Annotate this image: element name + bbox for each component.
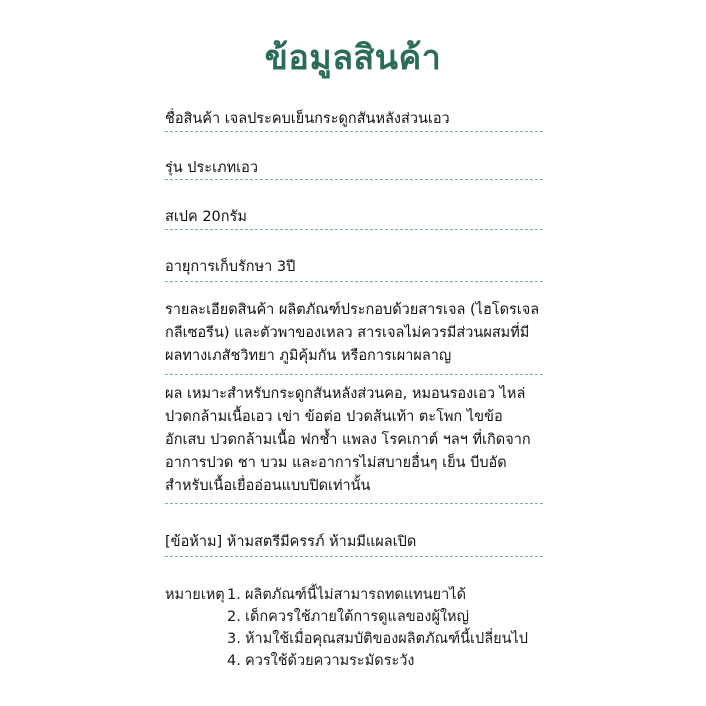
note-number: 4. xyxy=(227,653,241,669)
product-details: รายละเอียดสินค้า ผลิตภัณฑ์ประกอบด้วยสารเจล (ไฮโดรเจล กลีเซอรีน) และตัวพาของเหลว สารเจลไม่ควรมีส่วนผสมที่มีผลทางเภสัชวิทยา ภูมิคุ้มกัน หรือการเผาผลาญ xyxy=(165,302,540,364)
note-number: 2. xyxy=(227,609,241,625)
product-model: รุ่น ประเภทเอว xyxy=(165,160,258,176)
divider xyxy=(165,374,543,375)
note-item xyxy=(165,650,565,672)
note-text: ควรใช้ด้วยความระมัดระวัง xyxy=(245,653,415,669)
note-text: เด็กควรใช้ภายใต้การดูแลของผู้ใหญ่ xyxy=(245,609,469,625)
notes-section xyxy=(165,584,565,672)
divider xyxy=(165,556,543,557)
note-item xyxy=(165,606,565,628)
note-item xyxy=(165,584,565,606)
divider xyxy=(165,281,543,282)
note-item xyxy=(165,628,565,650)
divider xyxy=(165,503,543,504)
page-title: ข้อมูลสินค้า xyxy=(264,38,442,78)
product-warning: [ข้อห้าม] ห้ามสตรีมีครรภ์ ห้ามมีแผลเปิด xyxy=(165,534,417,550)
note-text: ผลิตภัณฑ์นี้ไม่สามารถทดแทนยาได้ xyxy=(245,587,467,603)
divider xyxy=(165,229,543,230)
product-name: ชื่อสินค้า เจลประคบเย็นกระดูกสันหลังส่วนเอว xyxy=(165,111,450,127)
product-spec: สเปค 20กรัม xyxy=(165,209,247,225)
product-shelf-life: อายุการเก็บรักษา 3ปี xyxy=(165,259,296,275)
note-text: ห้ามใช้เมื่อคุณสมบัติของผลิตภัณฑ์นี้เปลี่ยนไป xyxy=(245,631,528,647)
divider xyxy=(165,131,543,132)
divider xyxy=(165,179,543,180)
notes-heading: หมายเหตุ xyxy=(165,587,225,603)
product-indications: ผล เหมาะสำหรับกระดูกสันหลังส่วนคอ, หมอนรองเอว ไหล่ ปวดกล้ามเนื้อเอว เข่า ข้อต่อ ปวดส้นเท้า ตะโพก ไขข้ออักเสบ ปวดกล้ามเนื้อ ฟกช้ำ แพลง โรคเกาต์ ฯลฯ ที่เกิดจากอาการปวด ชา บวม และอาการไม่สบายอื่นๆ เย็น บีบอัด สำหรับเนื้อเยื่ออ่อนแบบปิดเท่านั้น xyxy=(165,386,531,494)
note-number: 3. xyxy=(227,631,241,647)
note-number: 1. xyxy=(227,587,241,603)
